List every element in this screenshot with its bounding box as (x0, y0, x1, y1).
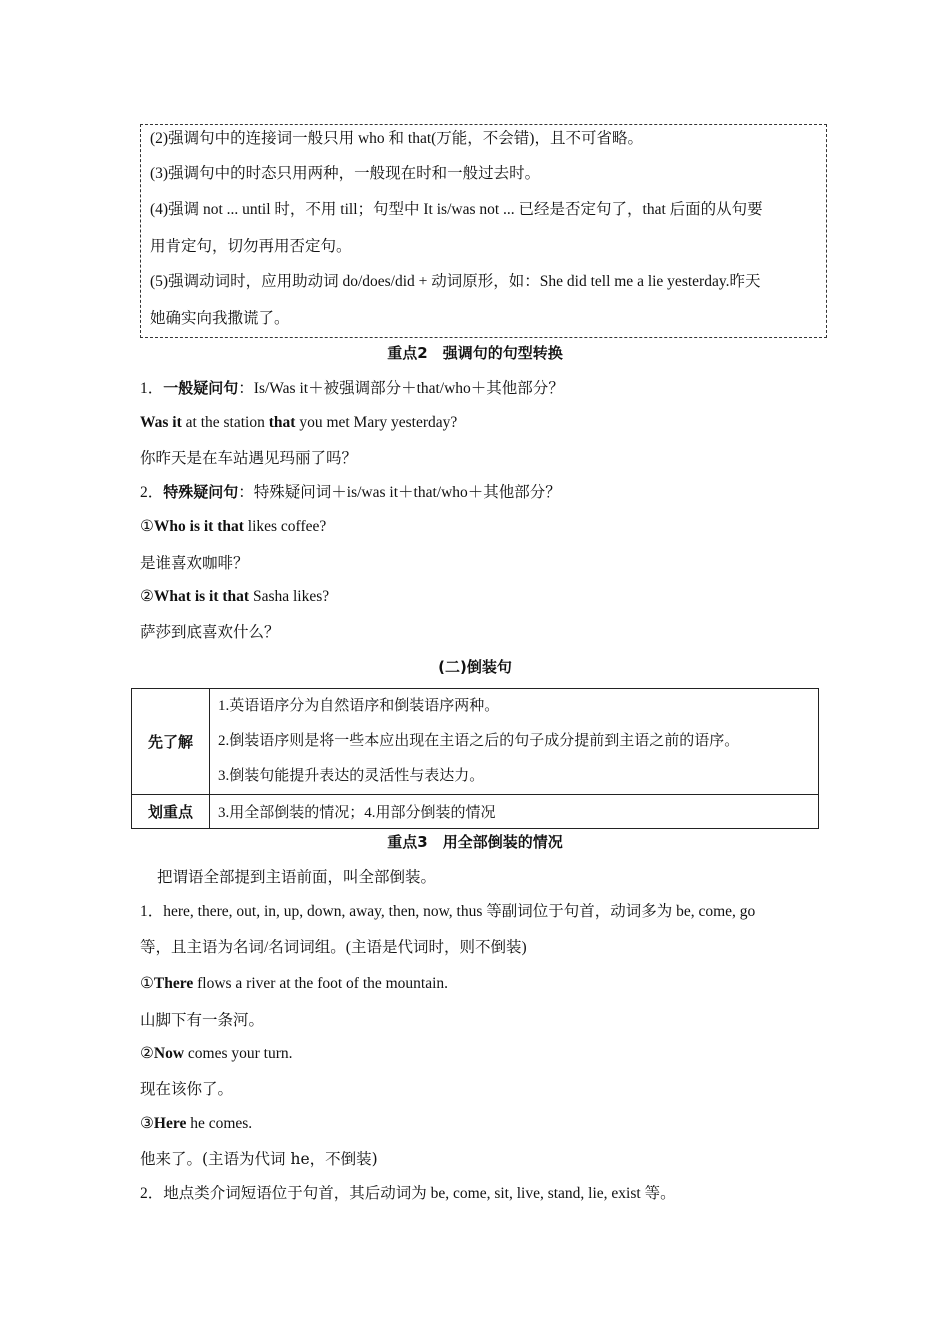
key2-example1-translation: 你昨天是在车站遇见玛丽了吗？ (140, 449, 358, 467)
key3-example3 (140, 1114, 252, 1134)
key3-item2: 2．地点类介词短语位于句首，其后动词为 be, come, sit, live, stand, lie, exist 等。 (140, 1185, 676, 1202)
key2-item2-label: 特殊疑问句 (163, 483, 239, 501)
note-line-4: (4)强调 not ... until 时，不用 till；句型中 It is/was not ... 已经是否定句了，that 后面的从句要 (150, 201, 763, 218)
key3-example3-translation: 他来了。(主语为代词 he，不倒装) (140, 1150, 378, 1168)
key3-example1-end: flows a river at the foot of the mountain. (193, 975, 449, 992)
key3-example2-translation: 现在该你了。 (140, 1080, 234, 1098)
overview-line-2: 2.倒装语序则是将一些本应出现在主语之后的句子成分提前到主语之前的语序。 (218, 733, 740, 749)
section-heading-key3: 重点3 用全部倒装的情况 (387, 833, 563, 851)
key2-example1-bold1: Was it (140, 414, 182, 431)
key3-example1-bold: There (153, 975, 194, 992)
key2-example1 (140, 413, 457, 433)
key2-example2-mark: ① (140, 518, 154, 535)
key2-item1-text: ：Is/Was it＋被强调部分＋that/who＋其他部分？ (238, 380, 564, 397)
key2-example2-bold: Who is it that (153, 518, 244, 535)
key3-example1-mark: ① (140, 975, 154, 992)
key2-example2 (140, 517, 326, 537)
section-heading-key2: 重点2 强调句的句型转换 (387, 344, 563, 362)
notes-box (140, 124, 827, 338)
note-line-3: (3)强调句中的时态只用两种，一般现在时和一般过去时。 (150, 165, 541, 182)
key3-example3-bold: Here (153, 1115, 187, 1132)
key2-example3 (140, 587, 329, 607)
table-label-overview: 先了解 (132, 689, 210, 795)
key3-example3-end: he comes. (186, 1115, 253, 1132)
table-row-keypoints (132, 795, 819, 829)
table-row-overview (132, 689, 819, 795)
key2-item2-num: 2． (140, 484, 164, 501)
overview-line-1: 1.英语语序分为自然语序和倒装语序两种。 (218, 698, 500, 714)
key3-example2-end: comes your turn. (184, 1045, 293, 1062)
key3-item1-line1: 1．here, there, out, in, up, down, away, then, now, thus 等副词位于句首，动词多为 be, come, go (140, 903, 756, 920)
section-heading-inversion: (二)倒装句 (438, 658, 512, 676)
table-label-keypoints: 划重点 (132, 795, 210, 829)
key2-example3-bold: What is it that (153, 588, 250, 605)
key2-example1-end: you met Mary yesterday? (295, 414, 458, 431)
table-content-overview (210, 689, 819, 795)
key3-intro: 把谓语全部提到主语前面，叫全部倒装。 (157, 869, 437, 886)
key3-example2 (140, 1044, 293, 1064)
key2-example3-mark: ② (140, 588, 154, 605)
key3-example3-mark: ③ (140, 1115, 154, 1132)
key2-item1-num: 1． (140, 380, 164, 397)
inversion-overview-table (131, 688, 819, 829)
table-content-keypoints: 3.用全部倒装的情况；4.用部分倒装的情况 (210, 795, 819, 829)
key2-item2-text: ：特殊疑问词＋is/was it＋that/who＋其他部分？ (238, 484, 561, 501)
key2-example1-bold2: that (268, 414, 296, 431)
note-line-5-cont: 她确实向我撒谎了。 (150, 310, 290, 327)
key3-example2-bold: Now (153, 1045, 185, 1062)
overview-line-3: 3.倒装句能提升表达的灵活性与表达力。 (218, 768, 485, 784)
note-line-4-cont: 用肯定句，切勿再用否定句。 (150, 238, 352, 255)
key3-example2-mark: ② (140, 1045, 154, 1062)
key2-example2-translation: 是谁喜欢咖啡？ (140, 554, 249, 572)
note-line-5: (5)强调动词时，应用助动词 do/does/did + 动词原形，如：She did tell me a lie yesterday.昨天 (150, 273, 761, 290)
key2-item1 (140, 378, 564, 399)
key3-example1 (140, 974, 448, 994)
key3-example1-translation: 山脚下有一条河。 (140, 1011, 265, 1029)
key3-item1-line2: 等，且主语为名词/名词词组。(主语是代词时，则不倒装) (140, 939, 527, 956)
key2-item2 (140, 482, 561, 503)
key2-example1-mid: at the station (181, 414, 269, 431)
key2-example3-end: Sasha likes? (249, 588, 330, 605)
key2-item1-label: 一般疑问句 (163, 379, 239, 397)
key2-example3-translation: 萨莎到底喜欢什么？ (140, 623, 280, 641)
note-line-2: (2)强调句中的连接词一般只用 who 和 that(万能，不会错)，且不可省略。 (150, 130, 643, 147)
key2-example2-end: likes coffee? (243, 518, 327, 535)
